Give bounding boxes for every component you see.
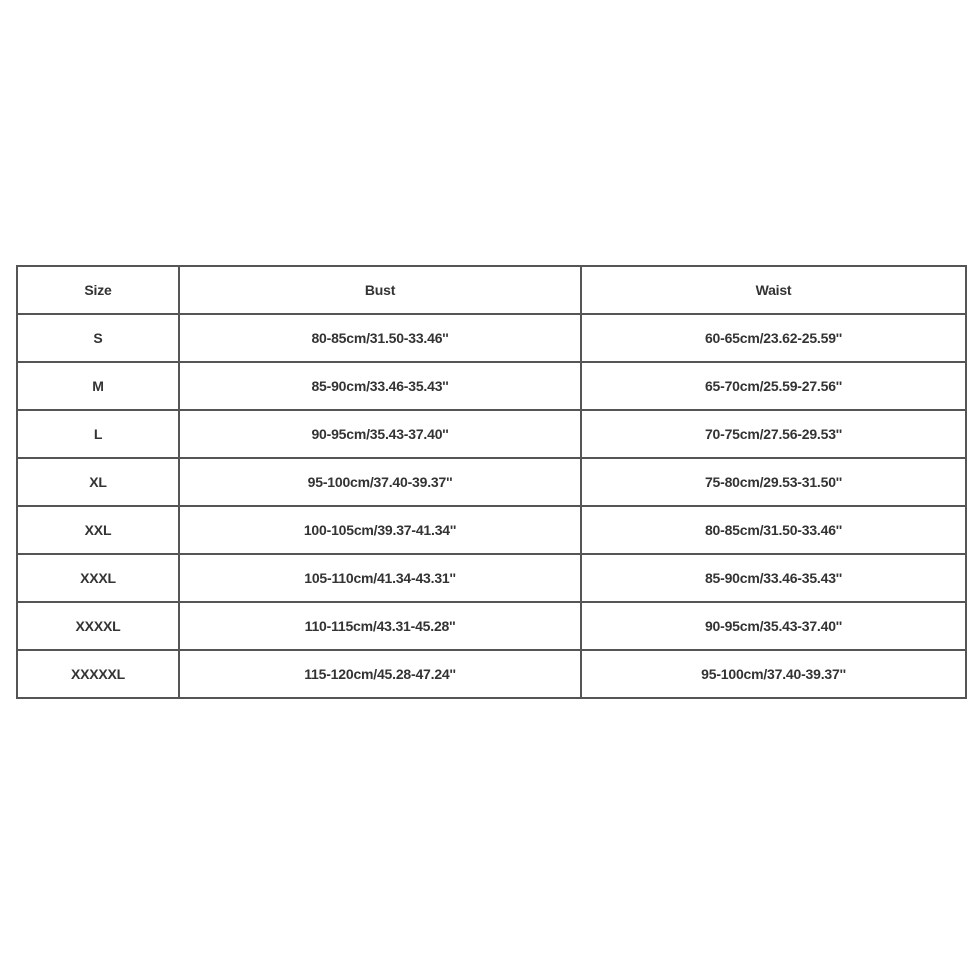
cell-bust: 85-90cm/33.46-35.43'': [179, 362, 581, 410]
cell-waist: 90-95cm/35.43-37.40'': [581, 602, 966, 650]
cell-bust: 100-105cm/39.37-41.34'': [179, 506, 581, 554]
header-size: Size: [17, 266, 179, 314]
cell-waist: 65-70cm/25.59-27.56'': [581, 362, 966, 410]
cell-bust: 80-85cm/31.50-33.46'': [179, 314, 581, 362]
header-waist: Waist: [581, 266, 966, 314]
table-row: [17, 506, 966, 554]
cell-waist: 95-100cm/37.40-39.37'': [581, 650, 966, 698]
header-bust: Bust: [179, 266, 581, 314]
cell-size: XXL: [17, 506, 179, 554]
cell-size: XXXXL: [17, 602, 179, 650]
table-row: [17, 362, 966, 410]
cell-waist: 85-90cm/33.46-35.43'': [581, 554, 966, 602]
cell-bust: 105-110cm/41.34-43.31'': [179, 554, 581, 602]
cell-waist: 75-80cm/29.53-31.50'': [581, 458, 966, 506]
cell-waist: 80-85cm/31.50-33.46'': [581, 506, 966, 554]
cell-bust: 95-100cm/37.40-39.37'': [179, 458, 581, 506]
table-header-row: [17, 266, 966, 314]
cell-size: XL: [17, 458, 179, 506]
cell-size: S: [17, 314, 179, 362]
cell-size: M: [17, 362, 179, 410]
cell-size: XXXXXL: [17, 650, 179, 698]
cell-bust: 90-95cm/35.43-37.40'': [179, 410, 581, 458]
table-row: [17, 650, 966, 698]
table-row: [17, 410, 966, 458]
table-row: [17, 554, 966, 602]
cell-waist: 70-75cm/27.56-29.53'': [581, 410, 966, 458]
table-row: [17, 314, 966, 362]
cell-size: L: [17, 410, 179, 458]
cell-bust: 110-115cm/43.31-45.28'': [179, 602, 581, 650]
cell-waist: 60-65cm/23.62-25.59'': [581, 314, 966, 362]
size-chart-table: [16, 265, 967, 699]
cell-bust: 115-120cm/45.28-47.24'': [179, 650, 581, 698]
cell-size: XXXL: [17, 554, 179, 602]
table-row: [17, 602, 966, 650]
table-row: [17, 458, 966, 506]
